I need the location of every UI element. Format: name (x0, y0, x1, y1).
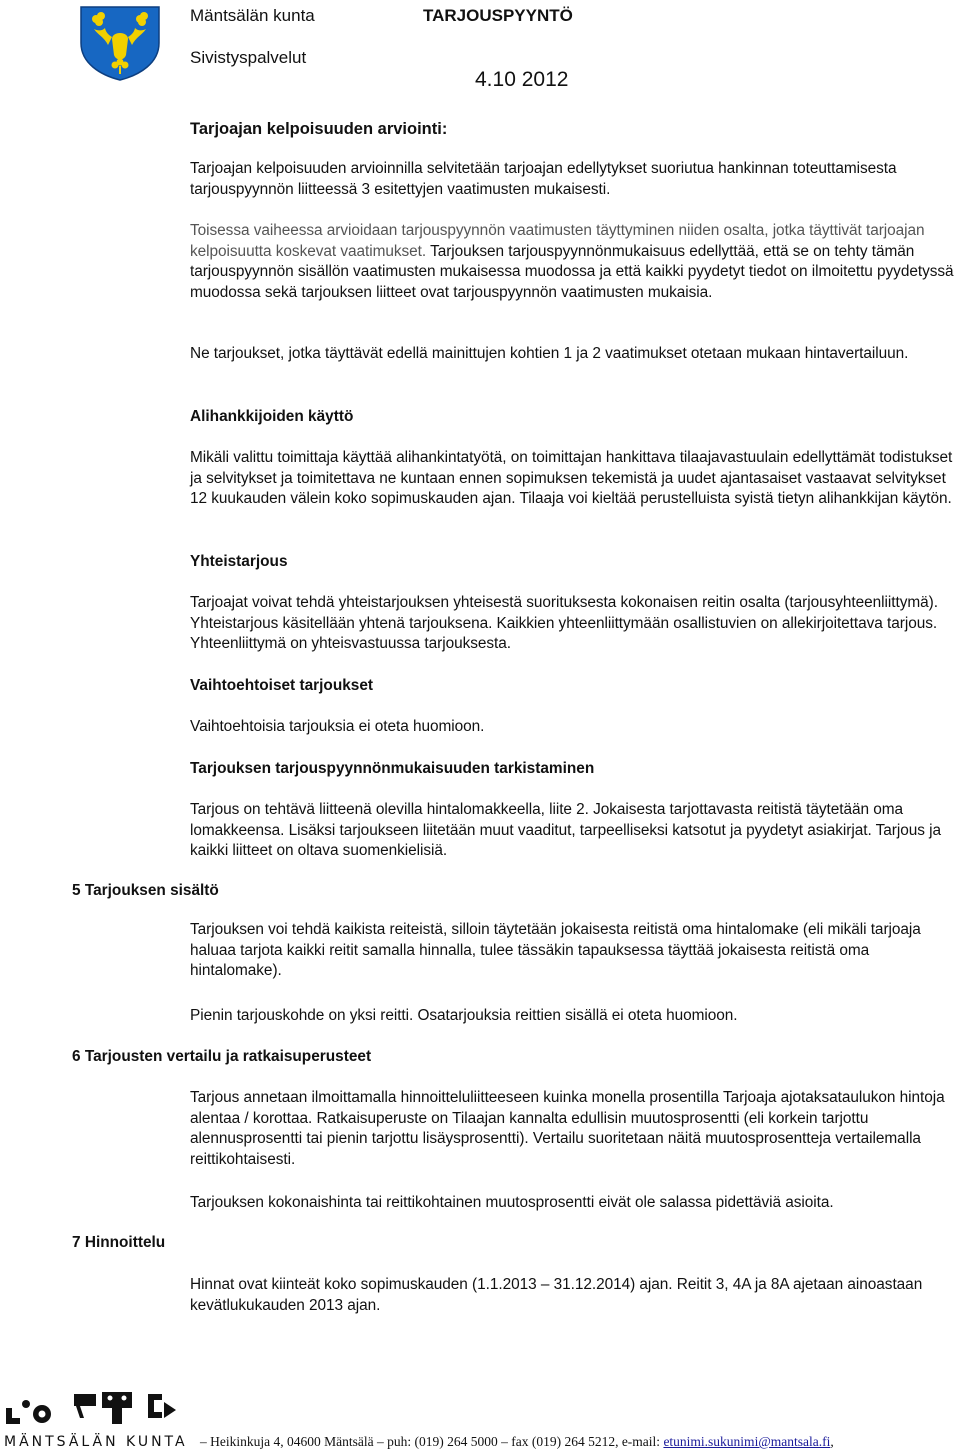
section-6-paragraph-1: Tarjous annetaan ilmoittamalla hinnoitteluliitteeseen kuinka monella prosentilla Tarjoaja ajotaksataulukon hintoja alentaa / korottaa. Ratkaisuperuste on Tilaajan kannalta edullisin muutosprosentti (eli korkein tarjottu alennusprosentti tai pienin tarjottu lisäysprosentti). Vertailu suoritetaan näitä muutosprosentteja vertailemalla reittikohtaisesti. (190, 1089, 945, 1169)
tarkistaminen-heading: Tarjouksen tarjouspyynnönmukaisuuden tarkistaminen (190, 760, 595, 777)
vaihtoehtoiset-paragraph: Vaihtoehtoisia tarjouksia ei oteta huomioon. (190, 718, 485, 735)
kelpoisuus-paragraph-3: Ne tarjoukset, jotka täyttävät edellä mainittujen kohtien 1 ja 2 vaatimukset otetaan mukaan hintavertailuun. (190, 345, 909, 362)
alihankkijat-heading: Alihankkijoiden käyttö (190, 408, 354, 425)
section-5-paragraph-1: Tarjouksen voi tehdä kaikista reiteistä, silloin täytetään jokaisesta reitistä oma hintalomake (eli mikäli tarjoaja haluaa tarjota kaikki reitit samalla hinnalla, tulee tässäkin tapauksessa täyttää jokaisesta reitistä oma hintalomake). (190, 921, 921, 980)
footer-address: – Heikinkuja 4, 04600 Mäntsälä – puh: (019) 264 5000 – fax (019) 264 5212, e-mail: (200, 1434, 664, 1449)
section-7-paragraph: Hinnat ovat kiinteät koko sopimuskauden (1.1.2013 – 31.12.2014) ajan. Reitit 3, 4A ja 8A ajetaan ainoastaan kevätlukukauden 2013 ajan. (190, 1276, 923, 1314)
kelpoisuus-paragraph-1: Tarjoajan kelpoisuuden arvioinnilla selvitetään tarjoajan edellytykset suoriutua hankinnan toteuttamisesta tarjouspyynnön liitteessä 3 esitettyjen vaatimusten mukaisesti. (190, 160, 897, 198)
footer-logo-icon (2, 1388, 192, 1428)
yhteistarjous-heading: Yhteistarjous (190, 553, 288, 570)
document-type: TARJOUSPYYNTÖ (423, 6, 573, 25)
organization-name: Mäntsälän kunta (190, 6, 315, 25)
yhteistarjous-paragraph: Tarjoajat voivat tehdä yhteistarjouksen yhteisestä suorituksesta kokonaisen reitin osalta (tarjousyhteenliittymä). Yhteistarjous käsitellään yhtenä tarjouksena. Kaikkien yhteenliittymään osallistuvien on allekirjoitettava tarjous. Yhteenliittymä on yhteisvastuussa tarjouksesta. (190, 594, 938, 653)
footer-email-link[interactable]: etunimi.sukunimi@mantsala.fi (663, 1434, 831, 1449)
kelpoisuus-paragraph-2-rest: Tarjouksen tarjouspyynnönmukaisuus edellyttää, että se on tehty tämän tarjouspyynnön sisällön vaatimusten mukaisessa muodossa ja että kaikki pyydetyt tiedot on ilmoitettu pyydetyssä muodossa sekä tarjouksen liitteet ovat tarjouspyynnön vaatimusten mukaisia. (190, 242, 954, 302)
kelpoisuus-paragraph-2 (190, 221, 960, 304)
coat-of-arms-icon (78, 5, 162, 81)
section-6-heading: 6 Tarjousten vertailu ja ratkaisuperusteet (72, 1048, 372, 1065)
document-date: 4.10 2012 (475, 68, 569, 91)
tarkistaminen-paragraph: Tarjous on tehtävä liitteenä olevilla hintalomakkeella, liite 2. Jokaisesta tarjottavasta reitistä täytetään oma lomakkeensa. Lisäksi tarjoukseen liitetään muut vaaditut, tarpeelliseksi katsotut ja pyydetyt asiakirjat. Tarjous ja kaikki liitteet on oltava suomenkielisiä. (190, 801, 942, 860)
kelpoisuus-paragraph-2-gray: Toisessa vaiheessa arvioidaan tarjouspyynnön vaatimusten täyttyminen niiden osalta, jotka täyttivät tarjoajan kelpoisuutta koskevat vaatimukset. (190, 222, 925, 260)
section-5-heading: 5 Tarjouksen sisältö (72, 882, 219, 899)
alihankkijat-paragraph: Mikäli valittu toimittaja käyttää alihankintatyötä, on toimittajan hankittava tilaajavastuulain edellyttämät todistukset ja selvitykset ja toimitettava ne kuntaan ennen sopimuksen tekemistä ja uudet ajantasaiset vastaavat selvitykset 12 kuukauden välein koko sopimuskauden ajan. Tilaaja voi kieltää perustelluista syistä tietyn alihankkijan käytön. (190, 449, 953, 508)
kelpoisuus-heading: Tarjoajan kelpoisuuden arviointi: (190, 120, 448, 138)
footer-email-suffix: , (830, 1434, 834, 1449)
footer-logo-text: MÄNTSÄLÄN KUNTA (4, 1434, 188, 1450)
department-name: Sivistyspalvelut (190, 48, 307, 67)
vaihtoehtoiset-heading: Vaihtoehtoiset tarjoukset (190, 677, 374, 694)
section-6-paragraph-2: Tarjouksen kokonaishinta tai reittikohtainen muutosprosentti eivät ole salassa pidettäviä asioita. (190, 1194, 834, 1211)
section-5-paragraph-2: Pienin tarjouskohde on yksi reitti. Osatarjouksia reittien sisällä ei oteta huomioon. (190, 1007, 738, 1024)
section-7-heading: 7 Hinnoittelu (72, 1234, 166, 1251)
footer-contact (200, 1434, 834, 1450)
